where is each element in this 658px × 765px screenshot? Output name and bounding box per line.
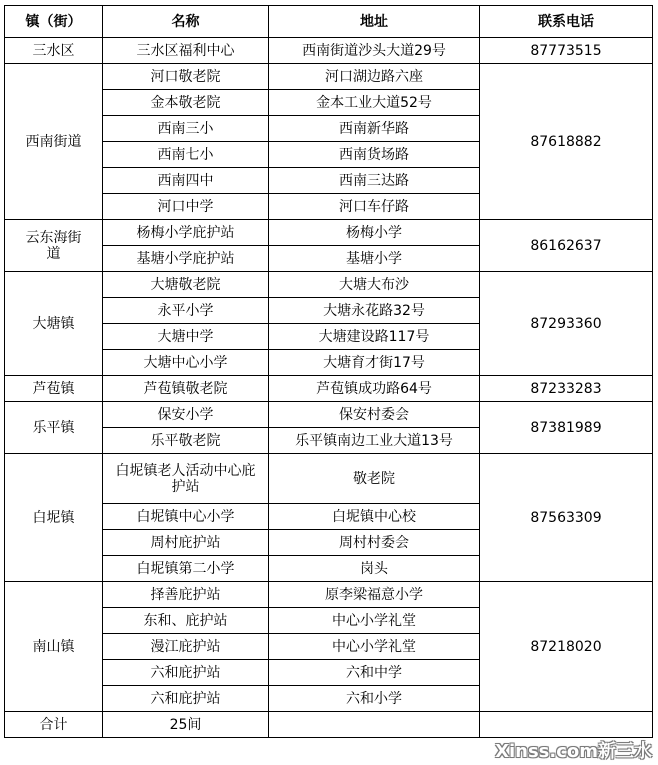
table-row [5,38,653,64]
address-cell: 六和中学 [269,660,480,686]
address-cell: 西南货场路 [269,142,480,168]
table-row [5,376,653,402]
header-town: 镇（街） [5,6,103,38]
address-cell: 大塘永花路32号 [269,298,480,324]
table-body [5,38,653,738]
address-cell: 中心小学礼堂 [269,608,480,634]
address-cell: 基塘小学 [269,246,480,272]
address-cell: 西南三达路 [269,168,480,194]
town-cell: 大塘镇 [5,272,103,376]
phone-cell: 87218020 [480,582,653,712]
total-row [5,712,653,738]
town-cell: 芦苞镇 [5,376,103,402]
name-cell: 东和、庇护站 [103,608,269,634]
name-cell: 西南三小 [103,116,269,142]
table-row [5,454,653,504]
name-cell: 河口敬老院 [103,64,269,90]
name-cell: 六和庇护站 [103,686,269,712]
address-cell: 六和小学 [269,686,480,712]
name-cell: 大塘敬老院 [103,272,269,298]
town-cell: 三水区 [5,38,103,64]
address-cell: 中心小学礼堂 [269,634,480,660]
name-cell: 大塘中学 [103,324,269,350]
name-cell: 择善庇护站 [103,582,269,608]
phone-cell: 87293360 [480,272,653,376]
address-cell: 周村村委会 [269,530,480,556]
phone-cell: 87618882 [480,64,653,220]
name-cell: 基塘小学庇护站 [103,246,269,272]
name-cell: 白坭镇中心小学 [103,504,269,530]
name-cell: 永平小学 [103,298,269,324]
town-cell: 西南街道 [5,64,103,220]
address-cell: 大塘育才街17号 [269,350,480,376]
address-cell: 西南新华路 [269,116,480,142]
address-cell: 芦苞镇成功路64号 [269,376,480,402]
name-cell: 白坭镇老人活动中心庇护站 [103,454,269,504]
total-phone-empty [480,712,653,738]
table-row [5,220,653,246]
town-cell: 白坭镇 [5,454,103,582]
address-cell: 西南街道沙头大道29号 [269,38,480,64]
header-row [5,6,653,38]
total-count: 25间 [103,712,269,738]
name-cell: 漫江庇护站 [103,634,269,660]
name-cell: 乐平敬老院 [103,428,269,454]
phone-cell: 87381989 [480,402,653,454]
table-row [5,64,653,90]
town-cell: 乐平镇 [5,402,103,454]
name-cell: 白坭镇第二小学 [103,556,269,582]
name-cell: 大塘中心小学 [103,350,269,376]
phone-cell: 87233283 [480,376,653,402]
header-name: 名称 [103,6,269,38]
name-cell: 河口中学 [103,194,269,220]
name-cell: 杨梅小学庇护站 [103,220,269,246]
name-cell: 西南七小 [103,142,269,168]
address-cell: 乐平镇南边工业大道13号 [269,428,480,454]
address-cell: 白坭镇中心校 [269,504,480,530]
name-cell: 芦苞镇敬老院 [103,376,269,402]
address-cell: 岗头 [269,556,480,582]
address-cell: 保安村委会 [269,402,480,428]
phone-cell: 86162637 [480,220,653,272]
table-row [5,272,653,298]
shelter-table [4,5,653,738]
town-cell: 云东海街道 [5,220,103,272]
address-cell: 原李梁福意小学 [269,582,480,608]
name-cell: 西南四中 [103,168,269,194]
address-cell: 杨梅小学 [269,220,480,246]
header-address: 地址 [269,6,480,38]
town-cell: 南山镇 [5,582,103,712]
address-cell: 河口湖边路六座 [269,64,480,90]
address-cell: 金本工业大道52号 [269,90,480,116]
header-phone: 联系电话 [480,6,653,38]
total-address-empty [269,712,480,738]
phone-cell: 87773515 [480,38,653,64]
name-cell: 保安小学 [103,402,269,428]
total-label: 合计 [5,712,103,738]
table-row [5,582,653,608]
phone-cell: 87563309 [480,454,653,582]
name-cell: 三水区福利中心 [103,38,269,64]
site-watermark: Xinss.com新三水 [495,741,652,762]
table-row [5,402,653,428]
name-cell: 周村庇护站 [103,530,269,556]
address-cell: 河口车仔路 [269,194,480,220]
address-cell: 大塘建设路117号 [269,324,480,350]
address-cell: 敬老院 [269,454,480,504]
name-cell: 金本敬老院 [103,90,269,116]
name-cell: 六和庇护站 [103,660,269,686]
address-cell: 大塘大布沙 [269,272,480,298]
